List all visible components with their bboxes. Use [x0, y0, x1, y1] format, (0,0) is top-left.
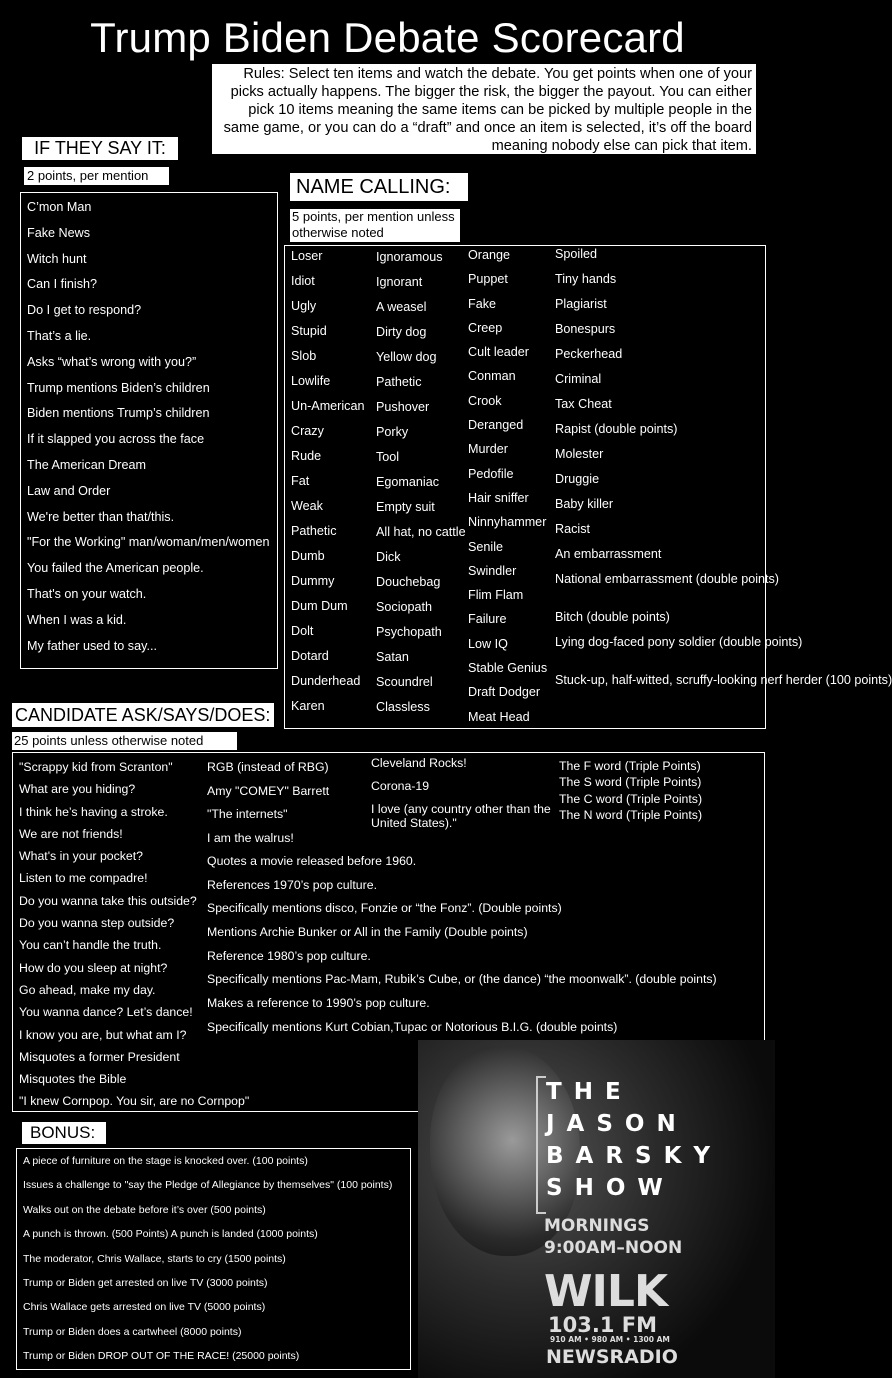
list-item: Tool: [376, 450, 400, 464]
list-item: Yellow dog: [376, 350, 437, 364]
name-calling-points: 5 points, per mention unless otherwise noted: [290, 209, 460, 242]
list-item: "Scrappy kid from Scranton": [19, 760, 173, 774]
list-item: Scoundrel: [376, 675, 433, 689]
list-item: Molester: [555, 447, 604, 461]
list-item: Douchebag: [376, 575, 441, 589]
list-item: Dirty dog: [376, 325, 427, 339]
list-item: C’mon Man: [27, 200, 92, 214]
bonus-box: [16, 1148, 411, 1370]
list-item: Trump or Biden DROP OUT OF THE RACE! (25000 points): [23, 1350, 300, 1363]
list-item: Tiny hands: [555, 272, 617, 286]
list-item: Dick: [376, 550, 401, 564]
list-item: "I knew Cornpop. You sir, are no Cornpop": [19, 1094, 250, 1109]
list-item: I am the walrus!: [207, 830, 294, 845]
list-item: Walks out on the debate before it’s over (500 points): [23, 1203, 266, 1216]
list-item: Ugly: [291, 299, 317, 313]
list-item: Lying dog-faced pony soldier (double points): [555, 635, 803, 649]
list-item: Go ahead, make my day.: [19, 982, 156, 997]
list-item: Stable Genius: [468, 661, 548, 676]
show-logo-word: SHOW: [546, 1175, 675, 1201]
list-item: We're better than that/this.: [27, 509, 175, 524]
list-item: Makes a reference to 1990’s pop culture.: [207, 996, 430, 1011]
candidate-points: 25 points unless otherwise noted: [12, 732, 237, 750]
list-item: RGB (instead of RBG): [207, 760, 329, 774]
list-item: The moderator, Chris Wallace, starts to cry (1500 points): [23, 1252, 286, 1265]
list-item: Un-American: [291, 399, 365, 413]
list-item: Creep: [468, 320, 503, 335]
list-item: My father used to say...: [27, 638, 157, 653]
list-item: Cleveland Rocks!: [371, 756, 467, 770]
list-item: Issues a challenge to "say the Pledge of Allegiance by themselves" (100 points): [23, 1179, 393, 1192]
list-item: Murder: [468, 442, 508, 457]
list-item: If it slapped you across the face: [27, 432, 205, 447]
name-calling-col-3: [468, 247, 554, 733]
list-item: Hair sniffer: [468, 490, 529, 505]
newsradio-label: NEWSRADIO: [546, 1346, 678, 1368]
list-item: The S word (Triple Points): [559, 775, 702, 790]
list-item: Orange: [468, 248, 511, 262]
list-item: Pathetic: [376, 375, 422, 389]
list-item: All hat, no cattle: [376, 525, 466, 539]
list-item: Puppet: [468, 272, 508, 287]
list-item: Senile: [468, 539, 504, 554]
list-item: What are you hiding?: [19, 782, 136, 797]
list-item: The F word (Triple Points): [559, 759, 701, 773]
list-item: Dum Dum: [291, 599, 348, 613]
list-item: Trump or Biden does a cartwheel (8000 points): [23, 1325, 242, 1338]
list-item: Crazy: [291, 424, 324, 438]
list-item: Racist: [555, 522, 590, 536]
if-they-say-box: [20, 192, 278, 669]
candidate-wide-list: [207, 850, 757, 1040]
list-item: Do you wanna take this outside?: [19, 893, 197, 908]
list-item: National embarrassment (double points): [555, 572, 780, 586]
list-item: Biden mentions Trump’s children: [27, 406, 210, 421]
list-item: Law and Order: [27, 483, 111, 498]
list-item: "For the Working" man/woman/men/women: [27, 535, 270, 550]
list-item: Cult leader: [468, 345, 529, 360]
list-item: Corona-19: [371, 779, 430, 793]
list-item: Rapist (double points): [555, 422, 678, 436]
list-item: Specifically mentions Pac-Mam, Rubik’s Cube, or (the dance) “the moonwalk”. (double points): [207, 972, 717, 987]
list-item: Porky: [376, 425, 409, 439]
list-item: Flim Flam: [468, 588, 524, 603]
list-item: Do you wanna step outside?: [19, 916, 175, 931]
if-they-say-list: [21, 193, 277, 659]
list-item: Do I get to respond?: [27, 303, 142, 318]
list-item: Dolt: [291, 624, 314, 638]
list-item: Classless: [376, 700, 430, 714]
name-calling-col-4: [555, 246, 892, 710]
list-item: You wanna dance? Let’s dance!: [19, 1005, 193, 1020]
list-item: Slob: [291, 349, 317, 363]
list-item: Trump mentions Biden’s children: [27, 380, 210, 395]
list-item: You failed the American people.: [27, 561, 204, 576]
show-logo: [534, 1076, 723, 1204]
list-item: Chris Wallace gets arrested on live TV (5000 points): [23, 1301, 266, 1314]
show-logo-word: JASON: [546, 1111, 688, 1137]
list-item: You can’t handle the truth.: [19, 938, 162, 953]
name-calling-box: [284, 245, 892, 729]
list-item: Specifically mentions disco, Fonzie or “the Fonz”. (Double points): [207, 901, 562, 916]
list-item: That’s a lie.: [27, 328, 92, 343]
list-item: Fat: [291, 474, 310, 488]
am-frequencies: 910 AM • 980 AM • 1300 AM: [550, 1335, 670, 1344]
list-item: "The internets": [207, 807, 288, 821]
list-item: Listen to me compadre!: [19, 871, 148, 886]
list-item: How do you sleep at night?: [19, 960, 168, 975]
list-item: Swindler: [468, 563, 517, 578]
bonus-list: [17, 1149, 410, 1369]
list-item: Tax Cheat: [555, 397, 612, 411]
list-item: Asks “what’s wrong with you?”: [27, 354, 197, 369]
list-item: Pedofile: [468, 466, 514, 481]
list-item: Pushover: [376, 400, 430, 414]
candidate-col-2: [207, 756, 367, 850]
list-item: Conman: [468, 369, 516, 384]
list-item: Fake News: [27, 225, 90, 240]
list-item: Witch hunt: [27, 251, 87, 266]
list-item: Dunderhead: [291, 674, 361, 688]
list-item: References 1970’s pop culture.: [207, 877, 377, 892]
list-item: Criminal: [555, 372, 602, 386]
list-item: Amy "COMEY" Barrett: [207, 783, 330, 798]
list-item: Druggie: [555, 472, 600, 486]
list-item: I know you are, but what am I?: [19, 1027, 187, 1042]
candidate-col-4: [559, 758, 759, 823]
list-item: When I was a kid.: [27, 612, 127, 627]
list-item: Idiot: [291, 274, 315, 288]
list-item: Peckerhead: [555, 347, 623, 361]
list-item: Stuck-up, half-witted, scruffy-looking nerf herder (100 points): [555, 673, 892, 687]
list-item: Mentions Archie Bunker or All in the Family (Double points): [207, 925, 528, 940]
list-item: Rude: [291, 449, 322, 463]
list-item: Ignorant: [376, 275, 423, 289]
rules-text: Rules: Select ten items and watch the debate. You get points when one of your picks actually happens. The bigger the risk, the bigger the payout. You can either pick 10 items meaning the same items can be picked by multiple people in the same game, or you can do a “draft” and once an item is selected, it’s off the board meaning nobody else can pick that item.: [212, 64, 756, 154]
hours-label: 9:00AM–NOON: [544, 1238, 683, 1258]
list-item: The N word (Triple Points): [559, 807, 703, 822]
list-item: The C word (Triple Points): [559, 791, 703, 806]
list-item: We are not friends!: [19, 826, 123, 841]
show-logo-text: [534, 1076, 723, 1204]
list-item: Failure: [468, 612, 507, 627]
list-item: I love (any country other than the United States).": [371, 802, 551, 830]
list-item: Quotes a movie released before 1960.: [207, 854, 417, 868]
show-logo-word: BARSKY: [546, 1143, 723, 1169]
bonus-heading: BONUS:: [22, 1122, 106, 1144]
list-item: I think he’s having a stroke.: [19, 804, 168, 819]
name-calling-col-2: [376, 249, 468, 724]
list-item: The American Dream: [27, 457, 146, 472]
list-item: Pathetic: [291, 524, 337, 538]
list-item: An embarrassment: [555, 547, 662, 561]
list-item: Dumb: [291, 549, 325, 563]
list-item: Trump or Biden get arrested on live TV (3000 points): [23, 1276, 268, 1289]
list-item: Ignoramous: [376, 250, 443, 264]
list-item: Egomaniac: [376, 475, 440, 489]
candidate-heading: CANDIDATE ASK/SAYS/DOES:: [12, 703, 274, 727]
list-item: Psychopath: [376, 625, 442, 639]
list-item: Misquotes a former President: [19, 1049, 180, 1064]
list-item: Can I finish?: [27, 277, 98, 292]
list-item: Stupid: [291, 324, 327, 338]
station-frequency: 103.1 FM: [548, 1313, 657, 1337]
list-item: Fake: [468, 296, 496, 311]
list-item: Sociopath: [376, 600, 433, 614]
mornings-label: MORNINGS: [544, 1216, 650, 1236]
candidate-col-3: [371, 756, 551, 830]
list-item: Ninnyhammer: [468, 515, 547, 530]
list-item: That's on your watch.: [27, 586, 147, 601]
list-item: What's in your pocket?: [19, 849, 144, 864]
list-item: Baby killer: [555, 497, 614, 511]
list-item: Dummy: [291, 574, 335, 588]
if-they-say-points: 2 points, per mention: [24, 167, 169, 185]
list-item: Dotard: [291, 649, 329, 663]
station-name: WILK: [544, 1266, 668, 1317]
list-item: Draft Dodger: [468, 685, 541, 700]
list-item: Empty suit: [376, 500, 435, 514]
list-item: Lowlife: [291, 374, 331, 388]
list-item: Misquotes the Bible: [19, 1072, 127, 1087]
list-item: Deranged: [468, 418, 524, 433]
list-item: Spoiled: [555, 247, 598, 261]
list-item: Reference 1980’s pop culture.: [207, 948, 371, 963]
show-logo-word: THE: [546, 1079, 633, 1105]
list-item: Crook: [468, 393, 502, 408]
list-item: Karen: [291, 699, 325, 713]
list-item: Low IQ: [468, 636, 508, 651]
list-item: A punch is thrown. (500 Points) A punch is landed (1000 points): [23, 1228, 318, 1241]
list-item: Bonespurs: [555, 322, 616, 336]
list-item: Plagiarist: [555, 297, 607, 311]
name-calling-col-1: [291, 248, 371, 723]
list-item: Meat Head: [468, 709, 530, 724]
name-calling-heading: NAME CALLING:: [290, 173, 468, 201]
list-item: Specifically mentions Kurt Cobian,Tupac or Notorious B.I.G. (double points): [207, 1019, 618, 1034]
list-item: Weak: [291, 499, 323, 513]
list-item: A piece of furniture on the stage is knocked over. (100 points): [23, 1155, 308, 1167]
page-title: Trump Biden Debate Scorecard: [90, 14, 685, 61]
list-item: A weasel: [376, 300, 427, 314]
list-item: Bitch (double points): [555, 610, 670, 624]
list-item: Loser: [291, 249, 323, 263]
if-they-say-heading: IF THEY SAY IT:: [22, 137, 178, 160]
list-item: Satan: [376, 650, 409, 664]
